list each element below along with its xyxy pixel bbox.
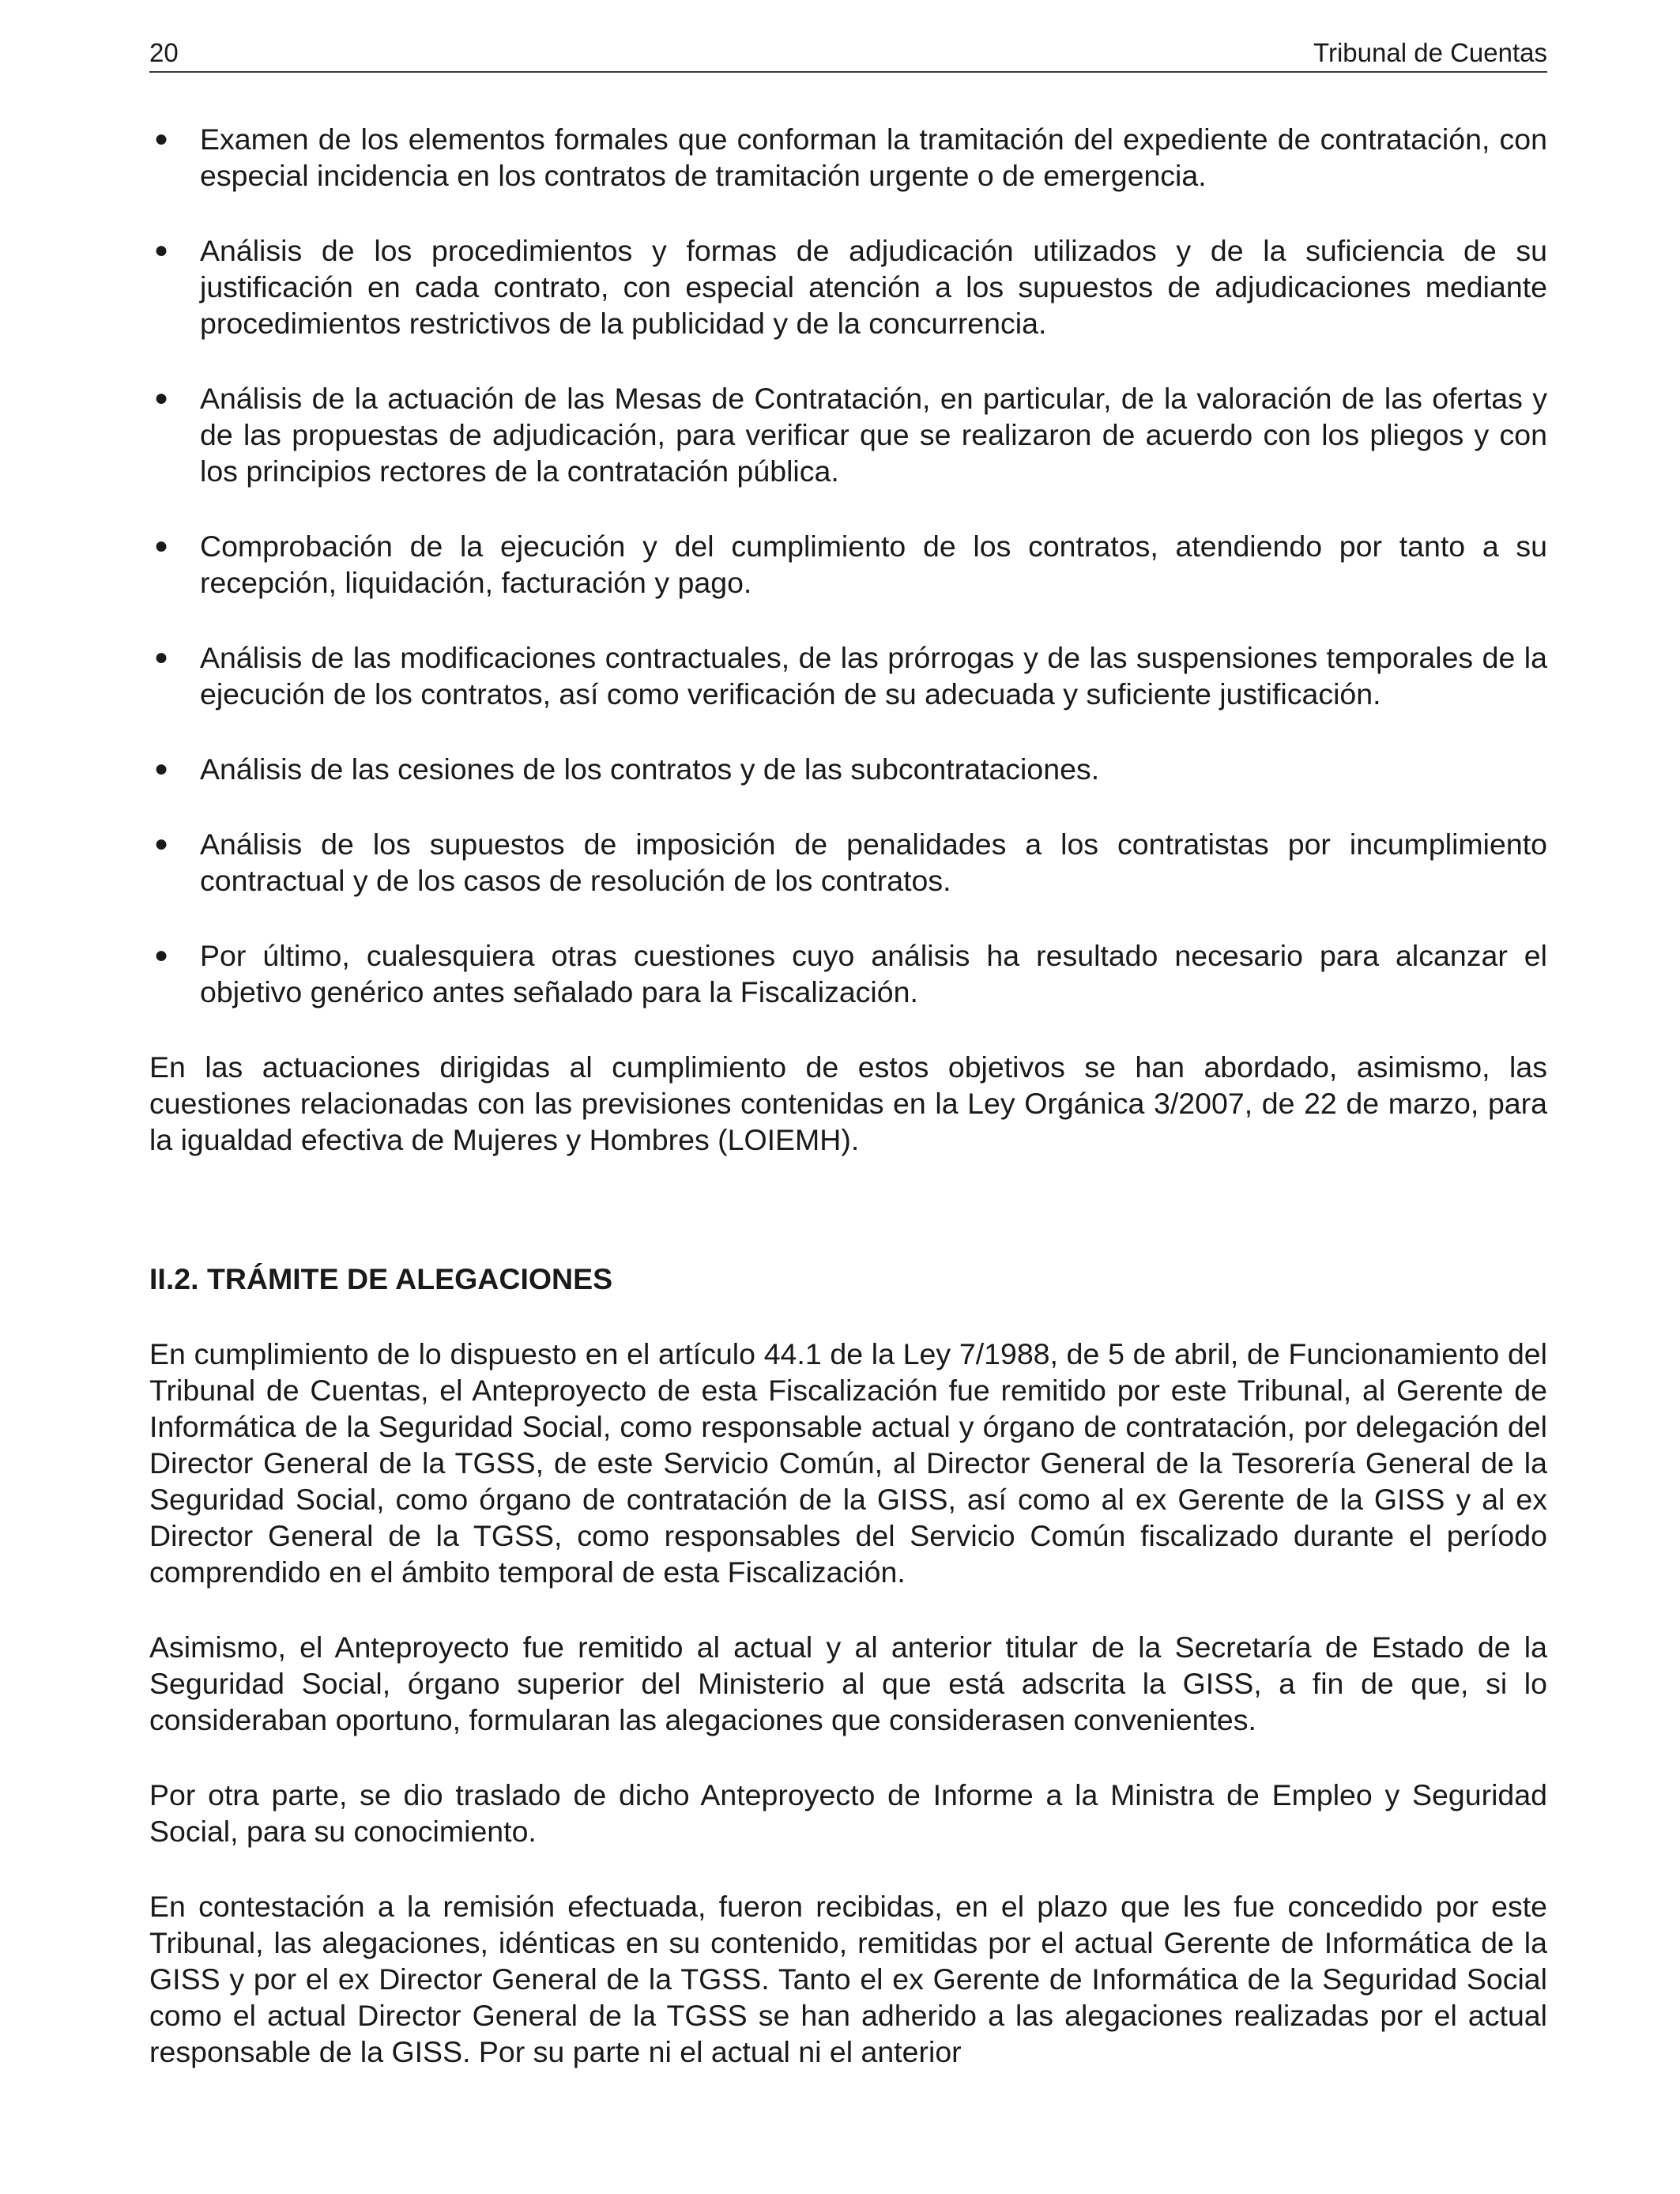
- bullet-icon: ●: [154, 942, 169, 968]
- section-paragraph: En cumplimiento de lo dispuesto en el artículo 44.1 de la Ley 7/1988, de 5 de abril, de Funcionamiento del Tribunal de Cuentas, el Anteproyecto de esta Fiscalización fue remitido por este Tribunal, al Gerente de Informática de la Seguridad Social, como responsable actual y órgano de contratación, por delegación del Director General de la TGSS, de este Servicio Común, al Director General de la Tesorería General de la Seguridad Social, como órgano de contratación de la GISS, así como al ex Gerente de la GISS y al ex Director General de la TGSS, como responsables del Servicio Común fiscalizado durante el período comprendido en el ámbito temporal de esta Fiscalización.: [149, 1337, 1547, 1589]
- list-item-text: Examen de los elementos formales que conforman la tramitación del expediente de contratación, con especial incidencia en los contratos de tramitación urgente o de emergencia.: [200, 123, 1547, 192]
- list-item: [149, 937, 1547, 1010]
- list-item-text: Análisis de los supuestos de imposición de penalidades a los contratistas por incumplimiento contractual y de los casos de resolución de los contratos.: [200, 827, 1547, 897]
- intro-paragraph: En las actuaciones dirigidas al cumplimiento de estos objetivos se han abordado, asimismo, las cuestiones relacionadas con las previsiones contenidas en la Ley Orgánica 3/2007, de 22 de marzo, para la igualdad efectiva de Mujeres y Hombres (LOIEMH).: [149, 1050, 1547, 1156]
- section-paragraph: Asimismo, el Anteproyecto fue remitido al actual y al anterior titular de la Secretaría de Estado de la Seguridad Social, órgano superior del Ministerio al que está adscrita la GISS, a fin de que, si lo consideraban oportuno, formularan las alegaciones que considerasen convenientes.: [149, 1630, 1547, 1736]
- page-number: 20: [149, 38, 179, 67]
- bullet-icon: ●: [154, 385, 169, 411]
- list-item: [149, 751, 1547, 787]
- section-paragraph: Por otra parte, se dio traslado de dicho Anteproyecto de Informe a la Ministra de Empleo y Seguridad Social, para su conocimiento.: [149, 1778, 1547, 1848]
- bullet-icon: ●: [154, 756, 169, 782]
- bullet-icon: ●: [154, 533, 169, 559]
- section-paragraph: En contestación a la remisión efectuada, fueron recibidas, en el plazo que les fue concedido por este Tribunal, las alegaciones, idénticas en su contenido, remitidas por el actual Gerente de Informática de la GISS y por el ex Director General de la TGSS. Tanto el ex Gerente de Informática de la Seguridad Social como el actual Director General de la TGSS se han adherido a las alegaciones realizadas por el actual responsable de la GISS. Por su parte ni el actual ni el anterior: [149, 1890, 1547, 2068]
- list-item: [149, 121, 1547, 194]
- bullet-icon: ●: [154, 126, 169, 152]
- page-header: [149, 35, 1547, 73]
- page-body: [149, 121, 1547, 2109]
- list-item: [149, 639, 1547, 712]
- list-item-text: Análisis de la actuación de las Mesas de Contratación, en particular, de la valoración de las ofertas y de las propuestas de adjudicación, para verificar que se realizaron de acuerdo con los pliegos y con los principios rectores de la contratación pública.: [200, 382, 1547, 488]
- list-item: [149, 232, 1547, 341]
- objectives-list: [149, 121, 1547, 1010]
- list-item: [149, 380, 1547, 489]
- list-item-text: Análisis de las modificaciones contractuales, de las prórrogas y de las suspensiones temporales de la ejecución de los contratos, así como verificación de su adecuada y suficiente justificación.: [200, 641, 1547, 711]
- bullet-icon: ●: [154, 831, 169, 857]
- list-item-text: Análisis de los procedimientos y formas de adjudicación utilizados y de la suficiencia de su justificación en cada contrato, con especial atención a los supuestos de adjudicaciones mediante procedimientos restrictivos de la publicidad y de la concurrencia.: [200, 234, 1547, 340]
- list-item-text: Comprobación de la ejecución y del cumplimiento de los contratos, atendiendo por tanto a su recepción, liquidación, facturación y pago.: [200, 530, 1547, 599]
- list-item: [149, 528, 1547, 601]
- document-page: [149, 0, 1547, 2194]
- list-item-text: Por último, cualesquiera otras cuestiones cuyo análisis ha resultado necesario para alcanzar el objetivo genérico antes señalado para la Fiscalización.: [200, 939, 1547, 1008]
- list-item: [149, 826, 1547, 899]
- running-title: Tribunal de Cuentas: [1313, 38, 1547, 67]
- bullet-icon: ●: [154, 644, 169, 670]
- list-item-text: Análisis de las cesiones de los contratos y de las subcontrataciones.: [200, 752, 1100, 786]
- bullet-icon: ●: [154, 237, 169, 263]
- section-heading: II.2. TRÁMITE DE ALEGACIONES: [149, 1262, 613, 1295]
